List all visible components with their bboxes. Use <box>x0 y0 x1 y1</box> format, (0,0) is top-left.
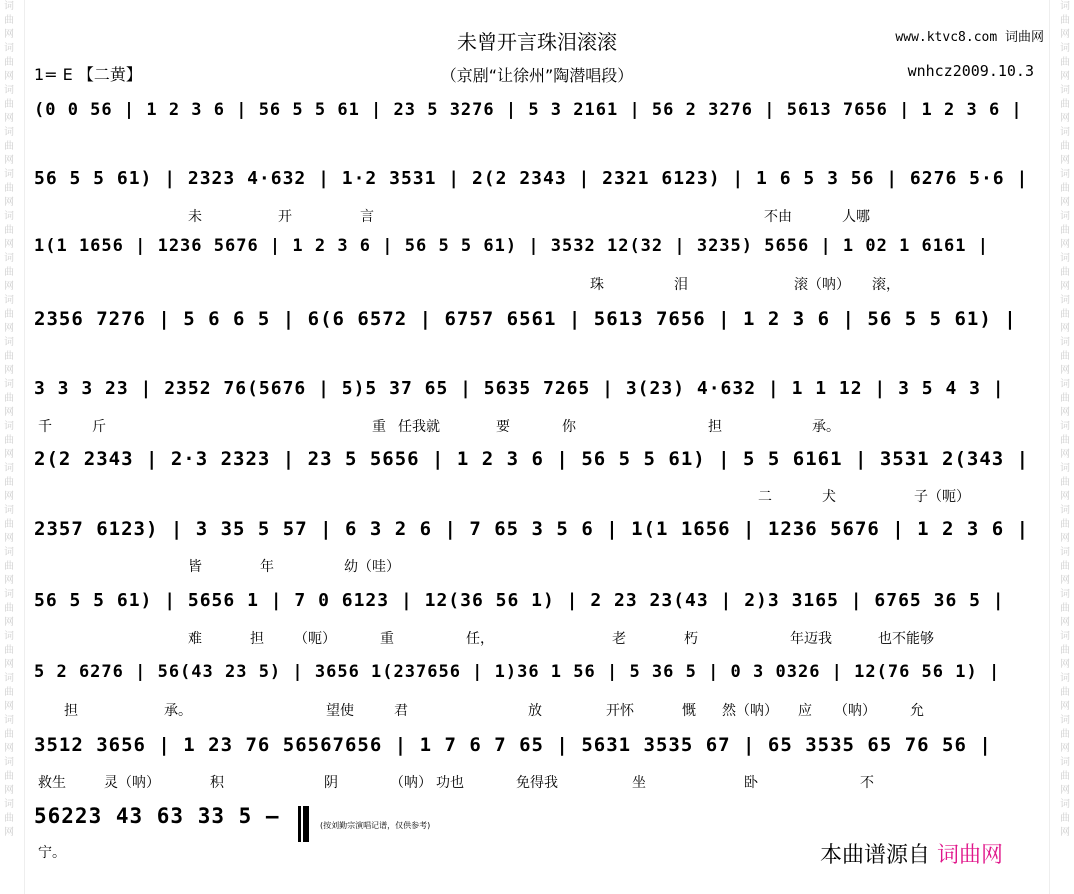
lyric-word: 免得我 <box>516 775 558 791</box>
lyric-word: 滚， <box>872 277 900 293</box>
notation-line: 2357 6123) | 3 35 5 57 | 6 3 2 6 | 7 65 3 5 6 | 1(1 1656 | 1236 5676 | 1 2 3 6 | <box>34 518 1030 540</box>
lyric-word: 宁。 <box>38 845 66 861</box>
lyric-word: 慨 <box>682 703 696 719</box>
watermark-right: 词曲网词曲网词曲网词曲网词曲网词曲网词曲网词曲网词曲网词曲网词曲网词曲网词曲网词曲网词曲网词曲网词曲网词曲网词曲网词曲网 <box>1060 1 1070 838</box>
key-signature: 1= E 【二黄】 <box>34 65 142 84</box>
lyric-word: 承。 <box>812 419 840 435</box>
lyric-word: 朽 <box>684 631 698 647</box>
lyric-word: 灵（呐） <box>104 775 160 791</box>
lyric-word: 二 <box>758 489 772 505</box>
end-barline-thick <box>303 806 309 842</box>
lyric-word: 幼（哇） <box>344 559 400 575</box>
source-prefix: 本曲谱源自 <box>820 843 931 868</box>
score-row <box>34 236 1044 306</box>
lyric-word: 言 <box>360 209 374 225</box>
left-border-line <box>24 0 25 894</box>
notation-line: 2356 7276 | 5 6 6 5 | 6(6 6572 | 6757 6561 | 5613 7656 | 1 2 3 6 | 56 5 5 61) | <box>34 308 1017 330</box>
lyric-word: 泪 <box>674 277 688 293</box>
lyric-word: 放 <box>528 703 542 719</box>
score-row <box>34 168 1044 238</box>
score-row <box>34 590 1044 660</box>
lyric-word: 不由 <box>764 209 792 225</box>
notation-line: 1(1 1656 | 1236 5676 | 1 2 3 6 | 56 5 5 61) | 3532 12(32 | 3235) 5656 | 1 02 1 6161 | <box>34 236 989 256</box>
lyric-word: 斤 <box>92 419 106 435</box>
notation-line: (0 0 56 | 1 2 3 6 | 56 5 5 61 | 23 5 3276 | 5 3 2161 | 56 2 3276 | 5613 7656 | 1 2 3 6 | <box>34 100 1023 120</box>
lyric-word: 不 <box>860 775 874 791</box>
lyric-word: 担 <box>250 631 264 647</box>
notation-line: 2(2 2343 | 2·3 2323 | 23 5 5656 | 1 2 3 6 | 56 5 5 61) | 5 5 6161 | 3531 2(343 | <box>34 448 1030 470</box>
score-row <box>34 100 1044 170</box>
lyric-word: （呃） <box>294 631 336 647</box>
notation-line: 56 5 5 61) | 5656 1 | 7 0 6123 | 12(36 56 1) | 2 23 23(43 | 2)3 3165 | 6765 36 5 | <box>34 590 1005 611</box>
lyric-word: 皆 <box>188 559 202 575</box>
score-row <box>34 734 1044 804</box>
lyric-word: 重 <box>372 419 386 435</box>
lyric-word: 未 <box>188 209 202 225</box>
notation-line: 56 5 5 61) | 2323 4·632 | 1·2 3531 | 2(2 2343 | 2321 6123) | 1 6 5 3 56 | 6276 5·6 | <box>34 168 1029 189</box>
subtitle: （京剧“让徐州”陶潜唱段） <box>440 66 634 85</box>
lyric-word: 望使 <box>326 703 354 719</box>
lyric-word: 开怀 <box>606 703 634 719</box>
lyric-word: 任我就 <box>398 419 440 435</box>
score-row <box>34 662 1044 732</box>
score-row <box>34 308 1044 378</box>
lyric-word: 要 <box>496 419 510 435</box>
lyric-word: 救生 <box>38 775 66 791</box>
lyric-word: 功也 <box>436 775 464 791</box>
lyric-word: 然（呐） <box>722 703 778 719</box>
lyric-word: 人哪 <box>842 209 870 225</box>
source-credit <box>820 838 1003 869</box>
lyric-word: （呐） <box>834 703 876 719</box>
lyric-word: （呐） <box>390 775 432 791</box>
lyric-word: 担 <box>64 703 78 719</box>
end-barline-thin <box>298 806 301 842</box>
lyric-word: 滚（呐） <box>794 277 850 293</box>
lyric-word: 阴 <box>324 775 338 791</box>
right-border-line <box>1049 0 1050 894</box>
score-row <box>34 378 1044 448</box>
author-date: wnhcz2009.10.3 <box>907 62 1034 80</box>
lyric-word: 难 <box>188 631 202 647</box>
end-note: (按刘勤宗演唱记谱，仅供参考) <box>320 821 431 830</box>
notation-line: 56223 43 63 33 5 – <box>34 804 280 828</box>
watermark-left: 词曲网词曲网词曲网词曲网词曲网词曲网词曲网词曲网词曲网词曲网词曲网词曲网词曲网词曲网词曲网词曲网词曲网词曲网词曲网词曲网 <box>4 1 14 838</box>
lyric-word: 坐 <box>632 775 646 791</box>
lyric-word: 年 <box>260 559 274 575</box>
page-title: 未曾开言珠泪滚滚 <box>457 30 617 54</box>
lyric-word: 应 <box>798 703 812 719</box>
lyric-word: 卧 <box>744 775 758 791</box>
lyric-word: 开 <box>278 209 292 225</box>
lyric-word: 子（呃） <box>914 489 970 505</box>
lyric-word: 犬 <box>822 489 836 505</box>
site-url: www.ktvc8.com 词曲网 <box>895 30 1044 45</box>
notation-line: 3512 3656 | 1 23 76 56567656 | 1 7 6 7 65 | 5631 3535 67 | 65 3535 65 76 56 | <box>34 734 992 756</box>
lyric-word: 允 <box>910 703 924 719</box>
lyric-word: 千 <box>38 419 52 435</box>
score-row <box>34 518 1044 588</box>
lyric-word: 珠 <box>590 277 604 293</box>
lyric-word: 也不能够 <box>878 631 934 647</box>
lyric-word: 任， <box>466 631 494 647</box>
lyric-word: 重 <box>380 631 394 647</box>
lyric-word: 积 <box>210 775 224 791</box>
score-row <box>34 448 1044 518</box>
lyric-word: 承。 <box>164 703 192 719</box>
source-site-link[interactable]: 词曲网 <box>937 843 1004 868</box>
lyric-word: 年迈我 <box>790 631 832 647</box>
lyric-word: 老 <box>612 631 626 647</box>
lyric-word: 担 <box>708 419 722 435</box>
lyric-word: 君 <box>394 703 408 719</box>
notation-line: 3 3 3 23 | 2352 76(5676 | 5)5 37 65 | 5635 7265 | 3(23) 4·632 | 1 1 12 | 3 5 4 3 | <box>34 378 1005 399</box>
notation-line: 5 2 6276 | 56(43 23 5) | 3656 1(237656 | 1)36 1 56 | 5 36 5 | 0 3 0326 | 12(76 56 1) | <box>34 662 1001 682</box>
lyric-word: 你 <box>562 419 576 435</box>
